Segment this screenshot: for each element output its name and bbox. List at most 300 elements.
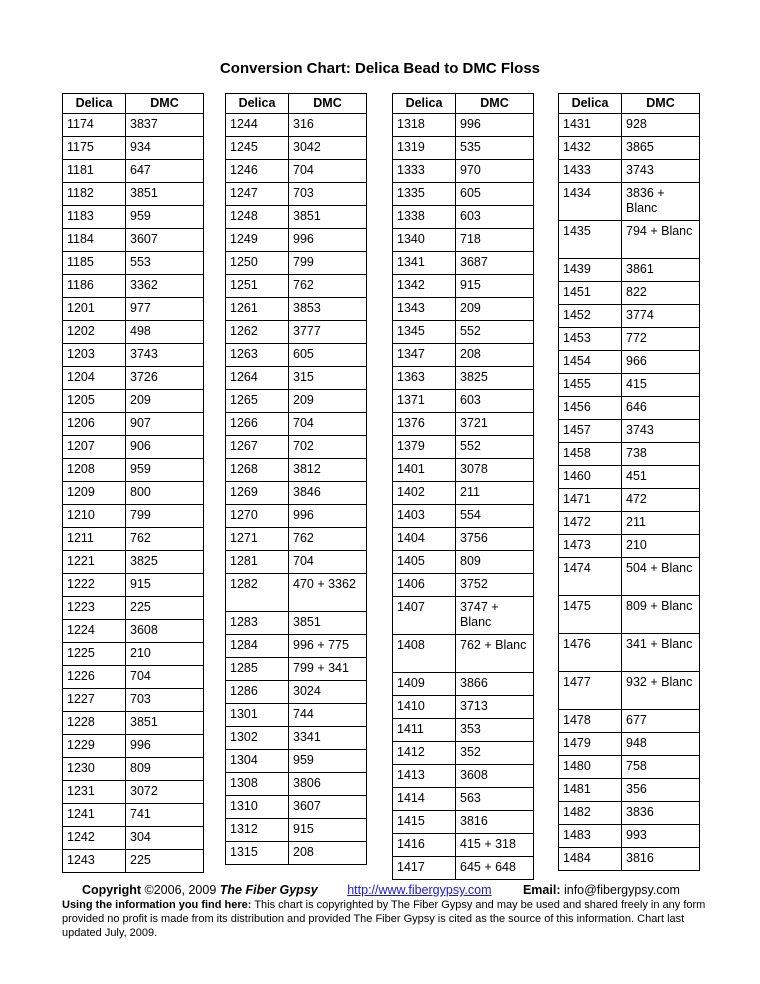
delica-number: 1414	[393, 788, 456, 811]
dmc-number: 928	[622, 114, 700, 137]
dmc-number: 415	[622, 374, 700, 397]
dmc-number: 799	[289, 252, 367, 275]
delica-number: 1246	[226, 160, 289, 183]
dmc-number: 794 + Blanc	[622, 221, 700, 259]
table-row	[559, 328, 700, 351]
delica-number: 1284	[226, 635, 289, 658]
copyright-line	[62, 883, 712, 897]
table-row	[63, 597, 204, 620]
table-row	[559, 221, 700, 259]
dmc-header: DMC	[126, 94, 204, 114]
delica-number: 1286	[226, 681, 289, 704]
delica-number: 1408	[393, 635, 456, 673]
table-row	[393, 719, 534, 742]
dmc-number: 677	[622, 710, 700, 733]
dmc-number: 762	[126, 528, 204, 551]
table-row	[393, 551, 534, 574]
conversion-table-2	[225, 93, 367, 865]
dmc-number: 948	[622, 733, 700, 756]
table-row	[559, 160, 700, 183]
delica-number: 1416	[393, 834, 456, 857]
delica-number: 1434	[559, 183, 622, 221]
delica-number: 1222	[63, 574, 126, 597]
table-row	[393, 252, 534, 275]
dmc-number: 3607	[126, 229, 204, 252]
delica-number: 1405	[393, 551, 456, 574]
table-row	[393, 673, 534, 696]
delica-number: 1340	[393, 229, 456, 252]
delica-number: 1271	[226, 528, 289, 551]
dmc-number: 316	[289, 114, 367, 137]
table-row	[226, 681, 367, 704]
table-row	[226, 796, 367, 819]
table-row	[63, 758, 204, 781]
delica-number: 1181	[63, 160, 126, 183]
dmc-number: 762	[289, 275, 367, 298]
table-row	[559, 802, 700, 825]
delica-number: 1225	[63, 643, 126, 666]
table-row	[226, 704, 367, 727]
delica-number: 1417	[393, 857, 456, 880]
delica-header: Delica	[226, 94, 289, 114]
delica-number: 1304	[226, 750, 289, 773]
table-row	[393, 696, 534, 719]
table-row	[63, 712, 204, 735]
dmc-number: 704	[289, 551, 367, 574]
delica-number: 1411	[393, 719, 456, 742]
table-row	[559, 779, 700, 802]
delica-number: 1338	[393, 206, 456, 229]
dmc-number: 3812	[289, 459, 367, 482]
delica-number: 1483	[559, 825, 622, 848]
table-row	[559, 374, 700, 397]
dmc-number: 3861	[622, 259, 700, 282]
dmc-number: 702	[289, 436, 367, 459]
table-row	[559, 848, 700, 871]
delica-number: 1263	[226, 344, 289, 367]
delica-number: 1379	[393, 436, 456, 459]
dmc-number: 3851	[126, 712, 204, 735]
table-row	[226, 390, 367, 413]
delica-number: 1203	[63, 344, 126, 367]
dmc-number: 703	[289, 183, 367, 206]
delica-number: 1266	[226, 413, 289, 436]
delica-number: 1267	[226, 436, 289, 459]
delica-number: 1401	[393, 459, 456, 482]
delica-number: 1265	[226, 390, 289, 413]
delica-number: 1415	[393, 811, 456, 834]
table-row	[226, 773, 367, 796]
table-row	[63, 620, 204, 643]
dmc-number: 932 + Blanc	[622, 672, 700, 710]
dmc-number: 3866	[456, 673, 534, 696]
table-row	[559, 183, 700, 221]
table-row	[63, 367, 204, 390]
delica-number: 1333	[393, 160, 456, 183]
table-row	[393, 344, 534, 367]
table-row	[559, 397, 700, 420]
table-row	[63, 413, 204, 436]
table-row	[559, 114, 700, 137]
dmc-number: 762 + Blanc	[456, 635, 534, 673]
table-row	[63, 666, 204, 689]
delica-number: 1208	[63, 459, 126, 482]
table-header-row	[559, 94, 700, 114]
delica-number: 1301	[226, 704, 289, 727]
table-row	[63, 850, 204, 873]
dmc-number: 209	[456, 298, 534, 321]
dmc-number: 209	[289, 390, 367, 413]
table-row	[559, 305, 700, 328]
dmc-number: 605	[456, 183, 534, 206]
dmc-number: 552	[456, 436, 534, 459]
dmc-number: 758	[622, 756, 700, 779]
table-row	[226, 206, 367, 229]
delica-number: 1207	[63, 436, 126, 459]
delica-number: 1249	[226, 229, 289, 252]
delica-number: 1460	[559, 466, 622, 489]
table-row	[393, 275, 534, 298]
delica-number: 1477	[559, 672, 622, 710]
table-row	[63, 735, 204, 758]
delica-number: 1206	[63, 413, 126, 436]
table-row	[226, 183, 367, 206]
dmc-number: 704	[126, 666, 204, 689]
delica-number: 1264	[226, 367, 289, 390]
delica-number: 1248	[226, 206, 289, 229]
table-row	[63, 827, 204, 850]
delica-number: 1310	[226, 796, 289, 819]
table-row	[559, 259, 700, 282]
table-row	[393, 459, 534, 482]
delica-number: 1269	[226, 482, 289, 505]
delica-number: 1227	[63, 689, 126, 712]
table-row	[63, 689, 204, 712]
delica-number: 1302	[226, 727, 289, 750]
dmc-number: 3825	[126, 551, 204, 574]
table-row	[393, 390, 534, 413]
delica-number: 1285	[226, 658, 289, 681]
delica-number: 1209	[63, 482, 126, 505]
dmc-number: 225	[126, 850, 204, 873]
delica-number: 1308	[226, 773, 289, 796]
table-row	[393, 183, 534, 206]
table-header-row	[393, 94, 534, 114]
delica-header: Delica	[393, 94, 456, 114]
table-row	[63, 229, 204, 252]
delica-number: 1281	[226, 551, 289, 574]
email-label: Email:	[522, 883, 561, 897]
dmc-header: DMC	[622, 94, 700, 114]
dmc-number: 553	[126, 252, 204, 275]
dmc-number: 959	[126, 459, 204, 482]
table-row	[226, 436, 367, 459]
delica-number: 1402	[393, 482, 456, 505]
usage-label: Using the information you find here:	[62, 899, 252, 911]
dmc-number: 741	[126, 804, 204, 827]
table-row	[393, 765, 534, 788]
delica-number: 1245	[226, 137, 289, 160]
usage-notice	[62, 898, 712, 940]
dmc-number: 3713	[456, 696, 534, 719]
table-row	[393, 321, 534, 344]
delica-number: 1363	[393, 367, 456, 390]
dmc-number: 341 + Blanc	[622, 634, 700, 672]
dmc-number: 993	[622, 825, 700, 848]
table-row	[63, 459, 204, 482]
dmc-number: 915	[456, 275, 534, 298]
dmc-number: 3743	[126, 344, 204, 367]
delica-header: Delica	[63, 94, 126, 114]
table-row	[63, 206, 204, 229]
delica-number: 1478	[559, 710, 622, 733]
table-row	[63, 252, 204, 275]
table-row	[226, 750, 367, 773]
table-row	[393, 857, 534, 880]
dmc-number: 208	[456, 344, 534, 367]
email-address[interactable]: info@fibergypsy.com	[563, 883, 680, 897]
table-row	[393, 367, 534, 390]
table-row	[226, 321, 367, 344]
dmc-number: 472	[622, 489, 700, 512]
table-row	[226, 160, 367, 183]
website-link[interactable]: http://www.fibergypsy.com	[347, 883, 492, 897]
delica-number: 1241	[63, 804, 126, 827]
delica-number: 1409	[393, 673, 456, 696]
dmc-number: 822	[622, 282, 700, 305]
table-row	[393, 206, 534, 229]
delica-number: 1184	[63, 229, 126, 252]
table-row	[559, 535, 700, 558]
dmc-number: 915	[126, 574, 204, 597]
conversion-table-3	[392, 93, 534, 880]
dmc-number: 970	[456, 160, 534, 183]
table-row	[559, 558, 700, 596]
delica-number: 1456	[559, 397, 622, 420]
dmc-number: 3851	[289, 206, 367, 229]
dmc-number: 959	[289, 750, 367, 773]
table-row	[393, 482, 534, 505]
table-row	[393, 528, 534, 551]
delica-number: 1251	[226, 275, 289, 298]
delica-number: 1431	[559, 114, 622, 137]
table-row	[226, 459, 367, 482]
delica-number: 1262	[226, 321, 289, 344]
dmc-number: 996	[289, 505, 367, 528]
dmc-number: 3362	[126, 275, 204, 298]
delica-number: 1230	[63, 758, 126, 781]
page-title: Conversion Chart: Delica Bead to DMC Floss	[219, 60, 541, 77]
table-row	[63, 574, 204, 597]
dmc-number: 3865	[622, 137, 700, 160]
delica-number: 1319	[393, 137, 456, 160]
delica-number: 1413	[393, 765, 456, 788]
dmc-number: 3756	[456, 528, 534, 551]
table-row	[559, 420, 700, 443]
table-row	[226, 551, 367, 574]
delica-number: 1211	[63, 528, 126, 551]
dmc-number: 959	[126, 206, 204, 229]
delica-number: 1451	[559, 282, 622, 305]
table-row	[559, 443, 700, 466]
delica-number: 1243	[63, 850, 126, 873]
table-row	[393, 834, 534, 857]
dmc-number: 211	[456, 482, 534, 505]
dmc-header: DMC	[456, 94, 534, 114]
delica-number: 1345	[393, 321, 456, 344]
table-row	[63, 344, 204, 367]
table-row	[226, 842, 367, 865]
dmc-number: 3846	[289, 482, 367, 505]
dmc-number: 315	[289, 367, 367, 390]
table-row	[226, 819, 367, 842]
delica-number: 1229	[63, 735, 126, 758]
dmc-number: 208	[289, 842, 367, 865]
table-row	[559, 710, 700, 733]
table-row	[559, 489, 700, 512]
dmc-number: 906	[126, 436, 204, 459]
dmc-number: 704	[289, 413, 367, 436]
dmc-number: 209	[126, 390, 204, 413]
dmc-number: 799 + 341	[289, 658, 367, 681]
delica-number: 1457	[559, 420, 622, 443]
dmc-number: 3608	[456, 765, 534, 788]
dmc-number: 304	[126, 827, 204, 850]
table-row	[559, 351, 700, 374]
delica-number: 1226	[63, 666, 126, 689]
delica-header: Delica	[559, 94, 622, 114]
table-row	[559, 512, 700, 535]
table-row	[63, 298, 204, 321]
dmc-number: 498	[126, 321, 204, 344]
table-row	[393, 811, 534, 834]
delica-number: 1410	[393, 696, 456, 719]
delica-number: 1270	[226, 505, 289, 528]
table-row	[393, 574, 534, 597]
table-row	[393, 413, 534, 436]
table-row	[226, 413, 367, 436]
delica-number: 1268	[226, 459, 289, 482]
delica-number: 1480	[559, 756, 622, 779]
delica-number: 1458	[559, 443, 622, 466]
dmc-number: 552	[456, 321, 534, 344]
table-row	[226, 528, 367, 551]
dmc-number: 915	[289, 819, 367, 842]
delica-number: 1476	[559, 634, 622, 672]
delica-number: 1261	[226, 298, 289, 321]
dmc-number: 996	[126, 735, 204, 758]
delica-number: 1335	[393, 183, 456, 206]
delica-number: 1472	[559, 512, 622, 535]
table-row	[63, 390, 204, 413]
dmc-number: 504 + Blanc	[622, 558, 700, 596]
delica-number: 1407	[393, 597, 456, 635]
dmc-number: 3341	[289, 727, 367, 750]
table-row	[559, 634, 700, 672]
dmc-number: 3607	[289, 796, 367, 819]
footer	[62, 883, 712, 940]
dmc-number: 3743	[622, 160, 700, 183]
delica-number: 1481	[559, 779, 622, 802]
delica-number: 1376	[393, 413, 456, 436]
delica-number: 1282	[226, 574, 289, 612]
table-row	[393, 229, 534, 252]
table-row	[393, 597, 534, 635]
dmc-number: 800	[126, 482, 204, 505]
delica-number: 1312	[226, 819, 289, 842]
dmc-number: 3806	[289, 773, 367, 796]
delica-number: 1228	[63, 712, 126, 735]
dmc-number: 996	[289, 229, 367, 252]
table-row	[559, 756, 700, 779]
delica-number: 1250	[226, 252, 289, 275]
dmc-number: 996	[456, 114, 534, 137]
dmc-number: 3024	[289, 681, 367, 704]
conversion-table-1	[62, 93, 204, 873]
delica-number: 1455	[559, 374, 622, 397]
table-row	[63, 643, 204, 666]
dmc-number: 3042	[289, 137, 367, 160]
delica-number: 1484	[559, 848, 622, 871]
delica-number: 1475	[559, 596, 622, 634]
table-row	[226, 275, 367, 298]
delica-number: 1221	[63, 551, 126, 574]
copyright-years: ©2006, 2009	[144, 883, 217, 897]
dmc-number: 907	[126, 413, 204, 436]
dmc-number: 211	[622, 512, 700, 535]
table-header-row	[63, 94, 204, 114]
dmc-number: 451	[622, 466, 700, 489]
table-row	[559, 466, 700, 489]
table-row	[393, 298, 534, 321]
dmc-number: 738	[622, 443, 700, 466]
table-row	[226, 658, 367, 681]
conversion-table-4	[558, 93, 700, 871]
table-row	[559, 733, 700, 756]
table-row	[226, 505, 367, 528]
delica-number: 1183	[63, 206, 126, 229]
delica-number: 1412	[393, 742, 456, 765]
delica-number: 1318	[393, 114, 456, 137]
delica-number: 1224	[63, 620, 126, 643]
table-row	[63, 528, 204, 551]
delica-number: 1341	[393, 252, 456, 275]
dmc-number: 3837	[126, 114, 204, 137]
table-row	[226, 252, 367, 275]
dmc-number: 645 + 648	[456, 857, 534, 880]
dmc-number: 3851	[289, 612, 367, 635]
delica-number: 1433	[559, 160, 622, 183]
table-header-row	[226, 94, 367, 114]
dmc-number: 718	[456, 229, 534, 252]
dmc-number: 535	[456, 137, 534, 160]
delica-number: 1223	[63, 597, 126, 620]
dmc-number: 3743	[622, 420, 700, 443]
table-row	[63, 505, 204, 528]
dmc-number: 799	[126, 505, 204, 528]
dmc-number: 3747 + Blanc	[456, 597, 534, 635]
dmc-number: 603	[456, 390, 534, 413]
table-row	[63, 183, 204, 206]
table-row	[226, 612, 367, 635]
brand-name: The Fiber Gypsy	[219, 883, 318, 897]
delica-number: 1247	[226, 183, 289, 206]
dmc-number: 3078	[456, 459, 534, 482]
dmc-number: 703	[126, 689, 204, 712]
delica-number: 1406	[393, 574, 456, 597]
dmc-number: 3836	[622, 802, 700, 825]
delica-number: 1204	[63, 367, 126, 390]
